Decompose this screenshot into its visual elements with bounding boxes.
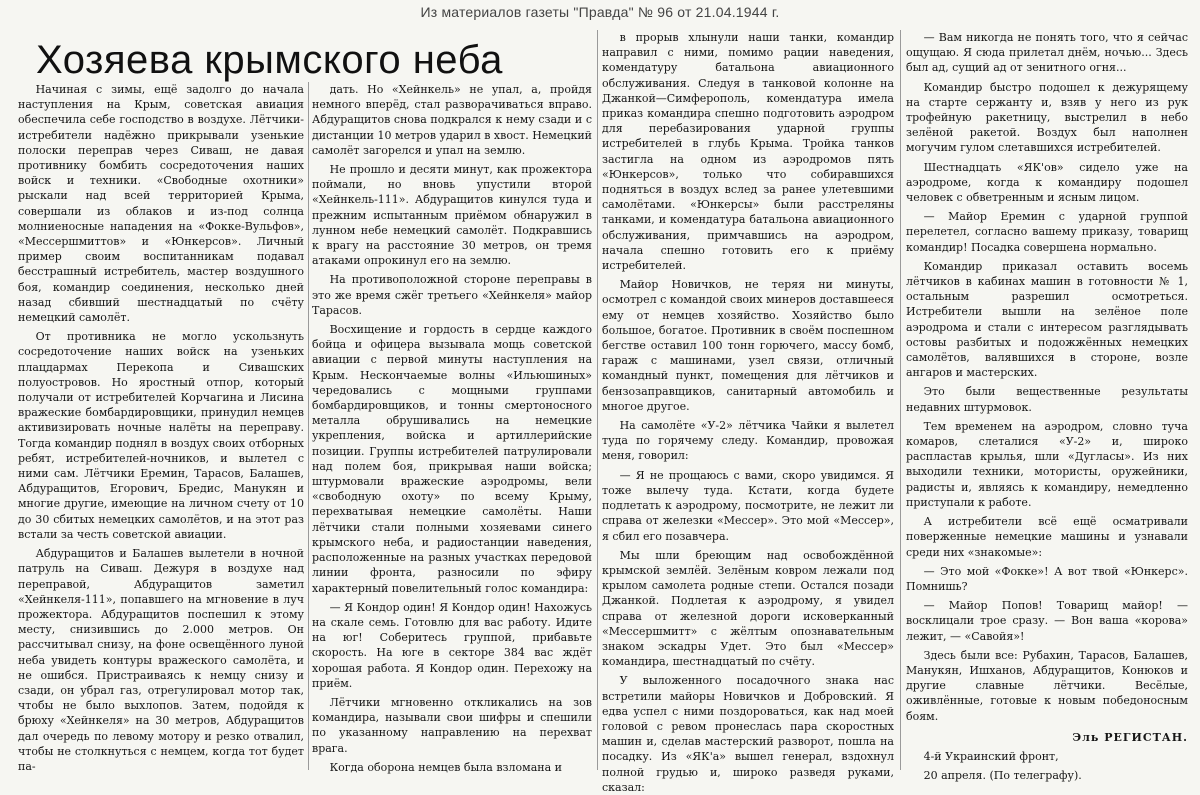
column-divider xyxy=(308,82,309,770)
paragraph: — Я Кондор один! Я Кондор один! Нахожусь на скале семь. Готовлю для вас работу. Идите на юг! Соберитесь группой, прибавьте скорость. На юге в секторе 384 вас ждёт хорошая работа. Я Кондор один. Перехожу на приём. xyxy=(312,600,592,690)
column-divider xyxy=(900,30,901,770)
paragraph: — Это мой «Фокке»! А вот твой «Юнкерс». Помнишь? xyxy=(906,564,1188,593)
column-divider xyxy=(597,30,598,770)
paragraph: — Вам никогда не понять того, что я сейчас ощущаю. Я сюда прилетал днём, ночью... Здесь был ад, сущий ад от зенитного огня... xyxy=(906,31,1188,75)
paragraph: — Майор Попов! Товарищ майор! — восклицали трое сразу. — Вон ваша «корова» лежит, — «Савойя»! xyxy=(906,599,1188,643)
paragraph: Здесь были все: Рубахин, Тарасов, Балашев, Манукян, Ишханов, Абдуращитов, Конюков и другие славные лётчики. Весёлые, оживлённые, готовые к новым победоносным боям. xyxy=(906,648,1188,723)
paragraph: в прорыв хлынули наши танки, командир направил с ними, помимо рации наведения, комендатуру батальона авиационного обслуживания. Следуя в танковой колонне на Джанкой—Симферополь, комендатура имела приказ командира спешно подготовить аэродром для перебазирования ударной группы истребителей в глубь Крыма. Тройка танков застигла на одном из аэродромов пять «Юнкерсов», только что собиравшихся подняться в воздух вслед за ранее улетевшими самолётами. «Юнкерсы» были расстреляны танками, и комендатура батальона авиационного обслуживания, примчавшись на аэродром, начала спешно готовить его к приёму истребителей. xyxy=(602,31,894,273)
paragraph: Когда оборона немцев была взломана и xyxy=(329,760,562,774)
paragraph: Мы шли бреющим над освобождённой крымской землёй. Зелёным ковром лежали под крылом самолета родные степи. Остался позади Джанкой. Подлетая к аэродрому, я увидел справа от железной дороги исковерканный «Мессершмитт» с жёлтым опознавательным знаком эскадры Удет. Это был «Мессер» командира, шестнадцатый по счёту. xyxy=(602,548,894,669)
article-column-2 xyxy=(312,82,592,774)
paragraph: На самолёте «У-2» лётчика Чайки я вылетел туда по горячему следу. Командир, провожая меня, говорил: xyxy=(602,419,894,463)
paragraph: А истребители всё ещё осматривали поверженные немецкие машины и узнавали среди них «знакомые»: xyxy=(906,515,1188,559)
article-column-3 xyxy=(602,30,894,794)
paragraph: Это были вещественные результаты недавних штурмовок. xyxy=(906,385,1188,414)
paragraph: Майор Новичков, не теряя ни минуты, осмотрел с командой своих минеров доставшееся ему от немцев хозяйство. Хозяйство было большое, богатое. Противник в своём поспешном бегстве оставил 100 тонн горючего, массу бомб, гараж с машинами, узел связи, отличный командный пункт, помещения для лётчиков и бензозаправщиков, санитарный автомобиль и многое другое. xyxy=(602,278,894,413)
dateline-line-1: 4-й Украинский фронт, xyxy=(923,749,1059,763)
paragraph: На противоположной стороне переправы в это же время сжёг третьего «Хейнкеля» майор Тарасов. xyxy=(312,273,592,317)
paragraph: Командир приказал оставить восемь лётчиков в кабинах машин в готовности № 1, остальным разрешил осмотреться. Истребители вышли на зелёное поле аэродрома и стали с интересом разглядывать остовы разбитых и подожжённых немецких самолётов, валявшихся в стороне, возле ангаров и мастерских. xyxy=(906,259,1188,380)
paragraph: Шестнадцать «ЯК'ов» сидело уже на аэродроме, когда к командиру подошел человек с обветренным и ясным лицом. xyxy=(906,160,1188,205)
paragraph: От противника не могло ускользнуть сосредоточение наших войск на узеньких плацдармах Перекопа и Сивашских полуостровов. Но яростный отпор, который получали от истребителей Корчагина и Лисина вражеские бомбардировщики, принудил немцев активизировать ночные налёты на переправу. Тогда командир поднял в воздух своих отборных ребят, истребителей-ночников, и вылетел с ними сам. Лётчики Еремин, Тарасов, Балашев, Абдуращитов, Егорович, Бредис, Манукян и многие другие, имеющие на личном счету от 10 до 30 сбитых немецких самолётов, и на этот раз встали за честь советской авиации. xyxy=(18,330,304,541)
paragraph: Начиная с зимы, ещё задолго до начала наступления на Крым, советская авиация обеспечила себе господство в воздухе. Лётчики-истребители надёжно прикрывали узенькие полоски переправ через Сиваш, не давая противнику бомбить сосредоточения наших войск и техники. «Свободные охотники» рыскали над всей территорией Крыма, совершали из облаков и из-под солнца молниеносные нападения на «Фокке-Вульфов», «Мессершмиттов» и «Юнкерсов». Личный пример своим воспитанникам подавал бесстрашный истребитель, мастер воздушного боя, командир соединения, несколько дней назад сбивший шестнадцатый по счёту немецкий самолёт. xyxy=(18,83,304,325)
paragraph: Тем временем на аэродром, словно туча комаров, слеталися «У-2» и, широко распластав крылья, шли «Дугласы». Из них выходили техники, мотористы, оружейники, радисты и, являясь к командиру, немедленно приступали к работе. xyxy=(906,419,1188,509)
paragraph: Восхищение и гордость в сердце каждого бойца и офицера вызывала мощь советской авиации с первой минуты наступления на Крым. Нескончаемые волны «Ильюшиных» чередовались с мощными группами бомбардировщиков, и тонны смертоносного металла обрушивались на немецкие укрепления, войска и артиллерийские позиции. Группы истребителей патрулировали над полем боя, прикрывая наши войска; штурмовали вражеские аэродромы, вели «свободную охоту» по всему Крыму, перехватывая немецкие самолёты. Наши лётчики стали полными хозяевами синего крымского неба, и радиостанции наведения, расположенные на разных участках передовой линии фронта, разносили по эфиру характерный повелительный голос командира: xyxy=(312,323,592,595)
dateline-line-2: 20 апреля. (По телеграфу). xyxy=(923,769,1082,783)
paragraph: — Майор Еремин с ударной группой перелетел, согласно вашему приказу, товарищ командир! Посадка совершена нормально. xyxy=(906,210,1188,254)
paragraph: Абдуращитов и Балашев вылетели в ночной патруль на Сиваш. Дежуря в воздухе над переправой, Абдуращитов заметил «Хейнкеля-111», попавшего на мгновение в луч прожектора. Абдуращитов поспешил к этому месту, снизившись до 2.000 метров. Он рассчитывал снизу, на фоне освещённого луной неба увидеть контуры вражеского самолёта, и не ошибся. Пристраиваясь к немцу снизу и сзади, он убрал газ, отрегулировал мотор так, чтобы не было выхлопов. Затем, подойдя к брюху «Хейнкеля» на 30 метров, Абдуращитов дал очередь по левому мотору и резко отвалил, чтобы не столкнуться с немцем, когда тот будет па- xyxy=(18,547,304,773)
paragraph: У выложенного посадочного знака нас встретили майоры Новичков и Добровский. Я едва успел с ними поздороваться, как над моей головой с ревом пронеслась пара скоростных машин и, сделав мастерский разворот, пошла на посадку. Из «ЯК'а» вышел генерал, вздохнул полной грудью и, широко разведя руками, сказал: xyxy=(602,674,894,794)
article-column-1 xyxy=(18,82,304,773)
paragraph: дать. Но «Хейнкель» не упал, а, пройдя немного вперёд, стал разворачиваться вправо. Абдуращитов снова подкрался к нему сзади и с дистанции 10 метров ударил в хвост. Немецкий самолёт загорелся и упал на землю. xyxy=(312,83,592,157)
paragraph: Не прошло и десяти минут, как прожектора поймали, но вновь упустили второй «Хейнкель-111». Абдуращитов кинулся туда и прежним испытанным приёмом обнаружил в лунном небе немецкий самолёт. Подкравшись к врагу на расстояние 30 метров, он тремя атаками опрокинул его на землю. xyxy=(312,163,592,268)
source-caption: Из материалов газеты "Правда" № 96 от 21.04.1944 г. xyxy=(420,4,780,20)
paragraph: — Я не прощаюсь с вами, скоро увидимся. Я тоже вылечу туда. Кстати, когда будете подлетать к аэродрому, посмотрите, не лежит ли справа от железки «Мессер». Это мой «Мессер», я сбил его позавчера. xyxy=(602,468,894,543)
headline: Хозяева крымского неба xyxy=(36,38,503,82)
newspaper-page xyxy=(16,30,1188,794)
paragraph: Лётчики мгновенно откликались на зов командира, называли свои шифры и спешили по указанному направлению на перехват врага. xyxy=(312,695,592,755)
author-signature: Эль РЕГИСТАН. xyxy=(1072,730,1188,744)
article-column-4 xyxy=(906,30,1188,783)
paragraph: Командир быстро подошел к дежурящему на старте сержанту и, взяв у него из рук трофейную ракетницу, выстрелил в небо зелёной ракетой. Воздух был наполнен могучим гулом слетавшихся истребителей. xyxy=(906,80,1188,155)
